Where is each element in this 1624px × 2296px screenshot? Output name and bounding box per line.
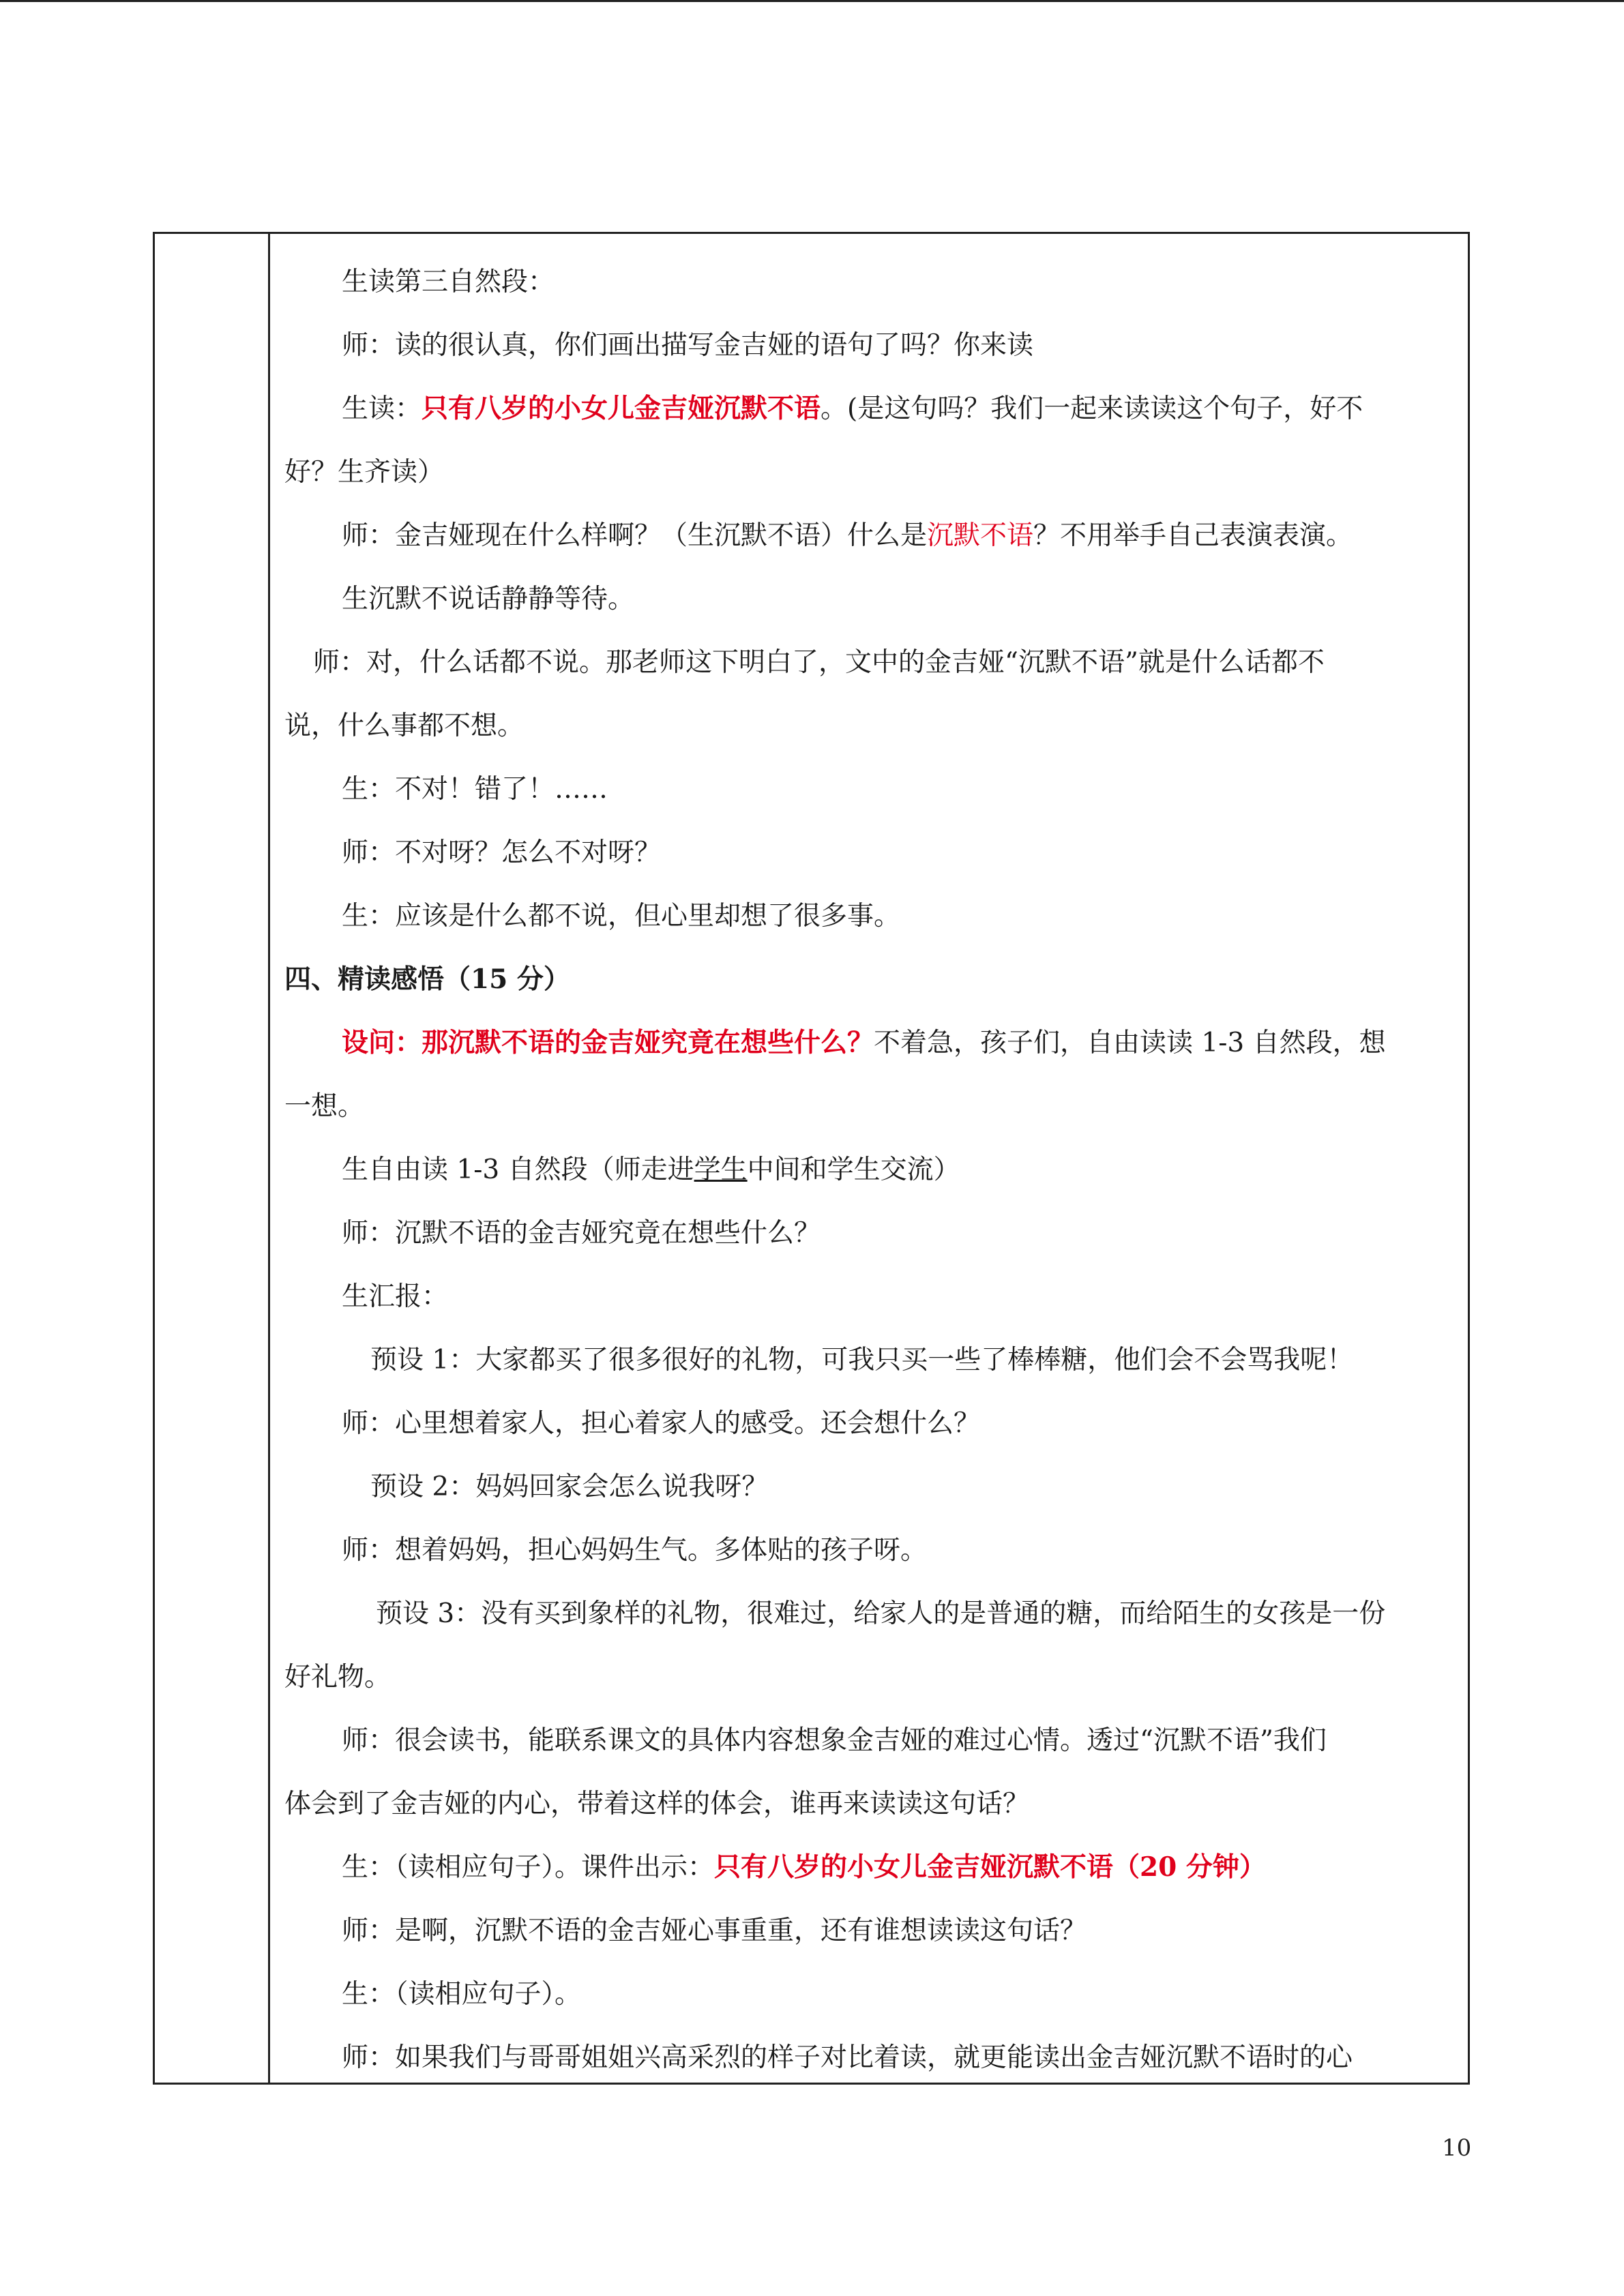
text-line <box>284 1519 1455 1582</box>
text-line <box>284 441 1455 504</box>
line-text: 师：金吉娅现在什么样啊？（生沉默不语）什么是 <box>342 520 928 551</box>
page-top-rule <box>0 0 1624 2</box>
line-text: 师：如果我们与哥哥姐姐兴高采烈的样子对比着读，就更能读出金吉娅沉默不语时的心 <box>342 2042 1353 2073</box>
section-heading-text: 四、精读感悟（15 分） <box>284 964 570 995</box>
line-text: 不着急，孩子们，自由读读 1-3 自然段，想 <box>874 1028 1386 1058</box>
line-text: 预设 3：没有买到象样的礼物，很难过，给家人的是普通的糖，而给陌生的女孩是一份 <box>376 1598 1386 1629</box>
text-line <box>284 377 1455 441</box>
line-text: 师：想着妈妈，担心妈妈生气。多体贴的孩子呀。 <box>342 1535 928 1566</box>
text-line <box>284 1265 1455 1328</box>
text-line <box>284 1582 1455 1645</box>
line-text: 。(是这句吗？我们一起来读读这个句子，好不 <box>821 393 1363 424</box>
text-line <box>284 1011 1455 1075</box>
underlined-word: 学生 <box>694 1154 748 1185</box>
text-line <box>284 1202 1455 1265</box>
text-line <box>284 1075 1455 1138</box>
text-line <box>284 1709 1455 1772</box>
line-text: 说，什么事都不想。 <box>284 711 525 741</box>
text-line <box>284 504 1455 567</box>
line-text: 生：（读相应句子）。课件出示： <box>342 1852 715 1883</box>
text-line <box>284 567 1455 631</box>
highlight-phrase: 沉默不语 <box>927 520 1034 551</box>
text-line <box>284 1392 1455 1455</box>
text-line <box>284 314 1455 377</box>
table-column-divider <box>268 234 270 2083</box>
line-text: 师：是啊，沉默不语的金吉娅心事重重，还有谁想读读这句话？ <box>342 1915 1087 1946</box>
highlight-question: 设问：那沉默不语的金吉娅究竟在想些什么？ <box>342 1027 874 1058</box>
line-text: ？不用举手自己表演表演。 <box>1033 520 1353 551</box>
line-text: 预设 2：妈妈回家会怎么说我呀？ <box>370 1472 769 1502</box>
line-text: 好礼物。 <box>284 1662 392 1693</box>
line-text: 生汇报： <box>342 1281 449 1312</box>
line-text: 生自由读 1-3 自然段（师走进 <box>342 1154 694 1185</box>
section-heading <box>284 948 1455 1011</box>
text-line <box>284 884 1455 948</box>
text-line <box>284 1772 1455 1836</box>
text-line <box>284 1899 1455 1963</box>
text-line <box>284 1328 1455 1392</box>
line-text: 中间和学生交流） <box>747 1154 960 1185</box>
line-text: 体会到了金吉娅的内心，带着这样的体会，谁再来读读这句话？ <box>284 1789 1030 1819</box>
line-text: 预设 1：大家都买了很多很好的礼物，可我只买一些了棒棒糖，他们会不会骂我呢！ <box>370 1345 1354 1375</box>
line-text: 生读： <box>342 393 422 424</box>
line-text: 师：不对呀？怎么不对呀？ <box>342 837 662 868</box>
highlight-quote: 只有八岁的小女儿金吉娅沉默不语（20 分钟） <box>714 1851 1266 1883</box>
line-text: 生：应该是什么都不说，但心里却想了很多事。 <box>342 901 901 931</box>
line-text: 一想。 <box>284 1091 365 1122</box>
page-number: 10 <box>1442 2134 1472 2162</box>
line-text: 师：很会读书，能联系课文的具体内容想象金吉娅的难过心情。透过“沉默不语”我们 <box>342 1725 1327 1756</box>
text-line <box>284 758 1455 821</box>
line-text: 生：不对！错了！…… <box>342 774 608 805</box>
text-line <box>284 2026 1455 2089</box>
line-text: 师：心里想着家人，担心着家人的感受。还会想什么？ <box>342 1408 981 1439</box>
line-text: 师：对，什么话都不说。那老师这下明白了，文中的金吉娅“沉默不语”就是什么话都不 <box>313 647 1325 678</box>
line-text: 生：（读相应句子）。 <box>342 1979 582 2010</box>
text-line <box>284 821 1455 884</box>
lesson-table <box>153 232 1470 2085</box>
line-text: 师：沉默不语的金吉娅究竟在想些什么？ <box>342 1218 821 1249</box>
text-line <box>284 1836 1455 1899</box>
text-line <box>284 631 1455 694</box>
line-text: 师：读的很认真，你们画出描写金吉娅的语句了吗？你来读 <box>342 330 1034 361</box>
line-text: 好？生齐读） <box>284 457 445 488</box>
text-line <box>284 1138 1455 1202</box>
text-line <box>284 694 1455 758</box>
text-line <box>284 1645 1455 1709</box>
text-line <box>284 1963 1455 2026</box>
line-text: 生沉默不说话静静等待。 <box>342 584 635 614</box>
lesson-content-cell <box>284 250 1455 2089</box>
text-line <box>284 1455 1455 1519</box>
highlight-quote: 只有八岁的小女儿金吉娅沉默不语 <box>422 393 821 424</box>
text-line <box>284 250 1455 314</box>
line-text: 生读第三自然段： <box>342 267 555 297</box>
